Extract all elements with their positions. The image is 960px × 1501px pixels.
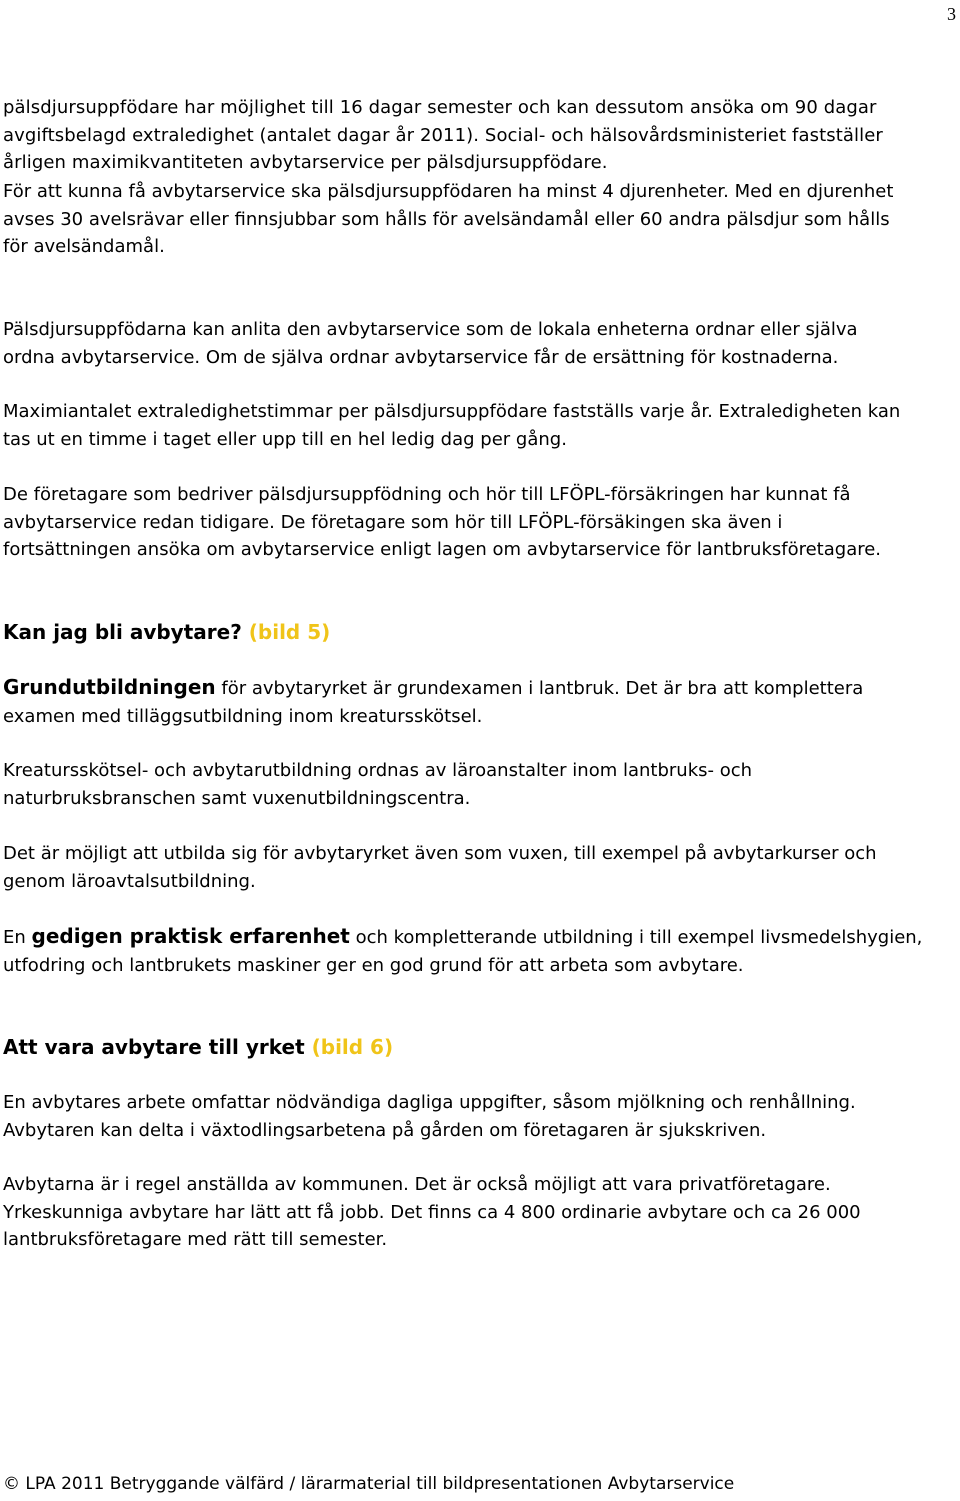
text-line: Pälsdjursuppfödarna kan anlita den avbytarservice som de lokala enheterna ordnar eller själva bbox=[3, 319, 858, 340]
text-line: Avbytarna är i regel anställda av kommunen. Det är också möjligt att vara privatföretagare. bbox=[3, 1174, 831, 1195]
page-footer: © LPA 2011 Betryggande välfärd / lärarmaterial till bildpresentationen Avbytarservice bbox=[3, 1474, 735, 1494]
text-line: ordna avbytarservice. Om de själva ordnar avbytarservice får de ersättning för kostnaderna. bbox=[3, 346, 839, 368]
heading-text: Kan jag bli avbytare? bbox=[3, 620, 242, 644]
slide-reference: (bild 6) bbox=[311, 1035, 394, 1059]
paragraph-adult-training bbox=[3, 840, 953, 895]
text-line: Yrkeskunniga avbytare har lätt att få jobb. Det finns ca 4 800 ordinarie avbytare och ca 26 000 bbox=[3, 1201, 861, 1223]
text-segment: för avbytaryrket är grundexamen i lantbruk. Det är bra att komplettera bbox=[215, 678, 864, 699]
paragraph-experience bbox=[3, 923, 953, 979]
text-line: naturbruksbranschen samt vuxenutbildningscentra. bbox=[3, 787, 471, 809]
text-line: lantbruksföretagare med rätt till semester. bbox=[3, 1229, 388, 1251]
text-line bbox=[3, 674, 953, 703]
paragraph-requirements bbox=[3, 178, 953, 261]
text-line bbox=[3, 923, 953, 952]
text-line: årligen maximikvantiteten avbytarservice per pälsdjursuppfödare. bbox=[3, 152, 608, 174]
text-line: Maximiantalet extraledighetstimmar per pälsdjursuppfödare fastställs varje år. Extraledigheten kan bbox=[3, 401, 901, 422]
slide-reference: (bild 5) bbox=[248, 620, 331, 644]
paragraph-vacation bbox=[3, 94, 953, 177]
paragraph-basic-education bbox=[3, 674, 953, 730]
text-segment: En bbox=[3, 927, 32, 948]
text-line: pälsdjursuppfödare har möjlighet till 16 dagar semester och kan dessutom ansöka om 90 dagar bbox=[3, 97, 877, 118]
text-line: avses 30 avelsrävar eller finnsjubbar som hålls för avelsändamål eller 60 andra pälsdjur som hålls bbox=[3, 208, 890, 230]
text-line: Det är möjligt att utbilda sig för avbytaryrket även som vuxen, till exempel på avbytarkurser och bbox=[3, 843, 877, 864]
heading-text: Att vara avbytare till yrket bbox=[3, 1035, 305, 1059]
paragraph-employment bbox=[3, 1171, 953, 1254]
heading-become-substitute bbox=[3, 618, 330, 646]
paragraph-extra-leave bbox=[3, 398, 953, 453]
paragraph-lfopl bbox=[3, 481, 953, 564]
page-number: 3 bbox=[947, 4, 956, 24]
paragraph-duties bbox=[3, 1089, 953, 1144]
text-line: avbytarservice redan tidigare. De företagare som hör till LFÖPL-försäkingen ska även i bbox=[3, 511, 783, 533]
text-line: avgiftsbelagd extraledighet (antalet dagar år 2011). Social- och hälsovårdsministeriet fastställer bbox=[3, 124, 883, 146]
text-line: genom läroavtalsutbildning. bbox=[3, 870, 256, 892]
text-line: för avelsändamål. bbox=[3, 236, 165, 258]
text-line: En avbytares arbete omfattar nödvändiga dagliga uppgifter, såsom mjölkning och renhållning. bbox=[3, 1092, 856, 1113]
text-line: För att kunna få avbytarservice ska pälsdjursuppfödaren ha minst 4 djurenheter. Med en djurenhet bbox=[3, 181, 894, 202]
text-line: utfodring och lantbrukets maskiner ger en god grund för att arbeta som avbytare. bbox=[3, 954, 744, 976]
text-segment: och kompletterande utbildning i till exempel livsmedelshygien, bbox=[349, 927, 923, 948]
text-line: Kreatursskötsel- och avbytarutbildning ordnas av läroanstalter inom lantbruks- och bbox=[3, 760, 753, 781]
heading-substitute-profession bbox=[3, 1033, 393, 1061]
text-line: tas ut en timme i taget eller upp till en hel ledig dag per gång. bbox=[3, 428, 567, 450]
emphasis-text: gedigen praktisk erfarenhet bbox=[31, 924, 350, 948]
text-line: examen med tilläggsutbildning inom kreatursskötsel. bbox=[3, 705, 483, 727]
paragraph-local-units bbox=[3, 316, 953, 371]
paragraph-training-providers bbox=[3, 757, 953, 812]
emphasis-text: Grundutbildningen bbox=[3, 675, 216, 699]
text-line: De företagare som bedriver pälsdjursuppfödning och hör till LFÖPL-försäkringen har kunnat få bbox=[3, 484, 851, 505]
text-line: Avbytaren kan delta i växtodlingsarbetena på gården om företagaren är sjukskriven. bbox=[3, 1119, 767, 1141]
text-line: fortsättningen ansöka om avbytarservice enligt lagen om avbytarservice för lantbruksföretagare. bbox=[3, 539, 882, 561]
